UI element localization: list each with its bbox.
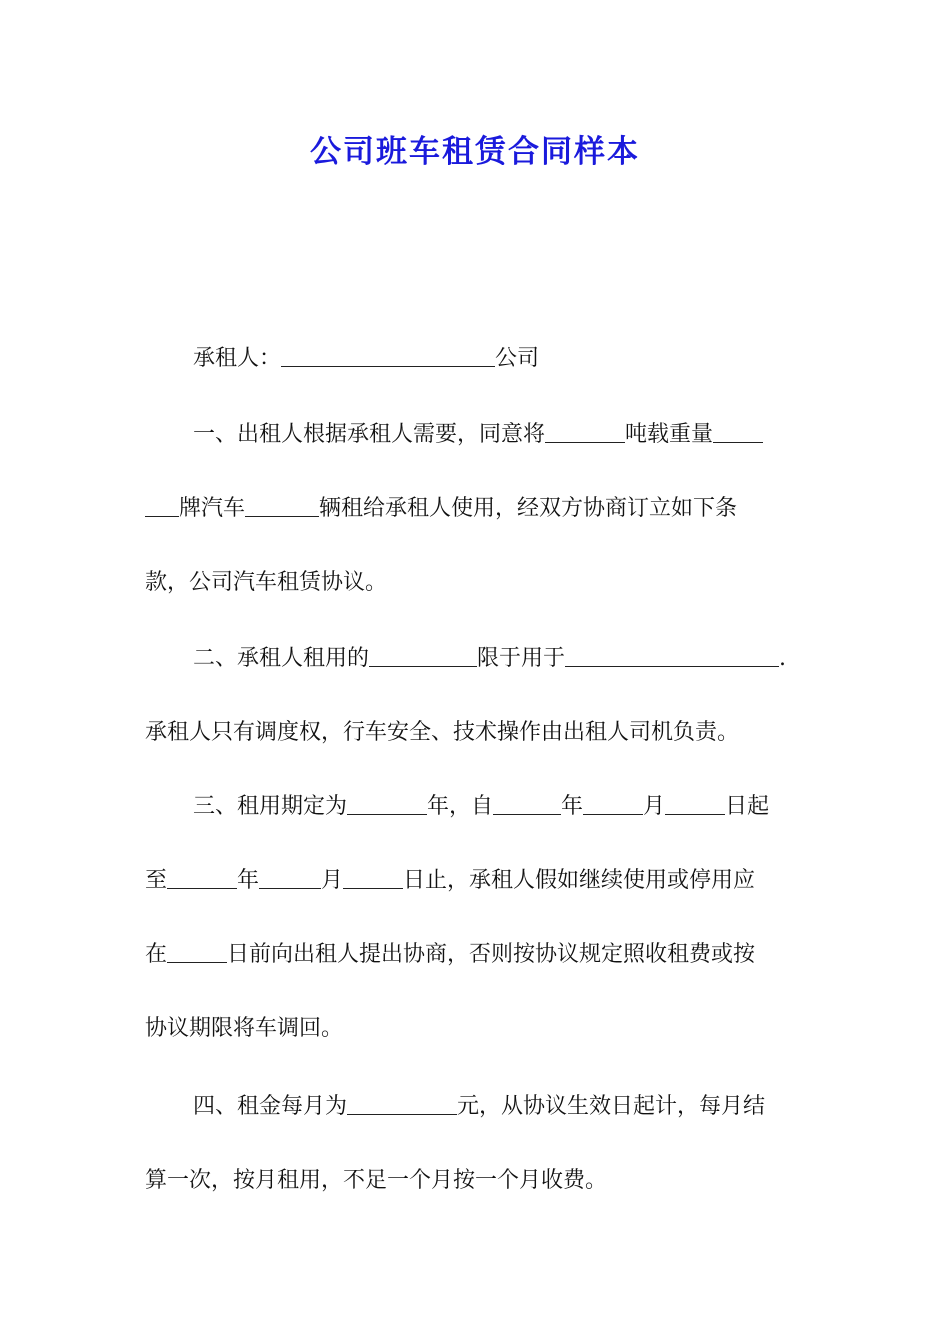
start-month-blank (583, 792, 643, 815)
clause-3-text-i: 日止，承租人假如继续使用或停用应 (403, 868, 756, 893)
clause-4-text-c: 算一次，按月租用，不足一个月按一个月收费。 (145, 1168, 608, 1193)
clause-2-period: . (779, 646, 787, 671)
clause-3-text-b: 年，自 (427, 794, 494, 819)
clause-3-text-e: 日起 (725, 794, 770, 819)
monthly-rent-blank (347, 1092, 457, 1115)
clause-1-line-3 (145, 546, 810, 620)
clause-4-text-a: 四、租金每月为 (193, 1094, 348, 1119)
clause-1-text-c: 牌汽车 (179, 496, 246, 521)
clause-3-text-f: 至 (145, 868, 168, 893)
vehicle-count-blank (245, 494, 319, 517)
lessee-section (145, 322, 810, 396)
clause-1-line-1 (145, 398, 810, 472)
clause-3 (145, 770, 810, 1066)
clause-2-line-1 (145, 622, 810, 696)
lessee-line (145, 322, 810, 396)
clause-3-text-k: 日前向出租人提出协商，否则按协议规定照收租费或按 (227, 942, 756, 967)
clause-2-line-2 (145, 696, 810, 770)
clause-3-text-c: 年 (561, 794, 584, 819)
clause-1-text-a: 一、出租人根据承租人需要，同意将 (193, 422, 546, 447)
clause-2-text-c: 承租人只有调度权，行车安全、技术操作由出租人司机负责。 (145, 720, 740, 745)
clause-3-text-a: 三、租用期定为 (193, 794, 348, 819)
end-day-blank (343, 866, 403, 889)
start-year-blank (493, 792, 561, 815)
tonnage-blank (545, 420, 625, 443)
rented-item-blank (369, 644, 477, 667)
clause-3-line-2 (145, 844, 810, 918)
lessee-label: 承租人： (193, 346, 282, 371)
clause-4-text-b: 元，从协议生效日起计，每月结 (457, 1094, 766, 1119)
clause-1-line-2 (145, 472, 810, 546)
start-day-blank (665, 792, 725, 815)
clause-3-line-3 (145, 918, 810, 992)
clause-1-text-d: 辆租给承租人使用，经双方协商订立如下条 (319, 496, 738, 521)
end-year-blank (167, 866, 237, 889)
lessee-suffix: 公司 (495, 346, 540, 371)
clause-4-line-1 (145, 1070, 810, 1144)
clause-1-text-e: 款，公司汽车租赁协议。 (145, 570, 388, 595)
lease-years-blank (347, 792, 427, 815)
brand-blank-part-2 (145, 494, 179, 517)
clause-3-text-l: 协议期限将车调回。 (145, 1016, 344, 1041)
notice-days-blank (167, 940, 227, 963)
brand-blank-part-1 (713, 420, 763, 443)
clause-3-text-j: 在 (145, 942, 168, 967)
usage-purpose-blank (565, 644, 779, 667)
document-title: 公司班车租赁合同样本 (310, 134, 640, 170)
clause-1 (145, 398, 810, 620)
clause-2 (145, 622, 810, 770)
clause-3-text-h: 月 (321, 868, 344, 893)
clause-1-text-b: 吨载重量 (625, 422, 714, 447)
clause-3-text-d: 月 (643, 794, 666, 819)
clause-3-line-1 (145, 770, 810, 844)
clause-3-text-g: 年 (237, 868, 260, 893)
clause-2-text-b: 限于用于 (477, 646, 566, 671)
end-month-blank (259, 866, 321, 889)
clause-2-text-a: 二、承租人租用的 (193, 646, 370, 671)
clause-4 (145, 1070, 810, 1218)
clause-3-line-4 (145, 992, 810, 1066)
lessee-name-blank (281, 344, 495, 367)
clause-4-line-2 (145, 1144, 810, 1218)
